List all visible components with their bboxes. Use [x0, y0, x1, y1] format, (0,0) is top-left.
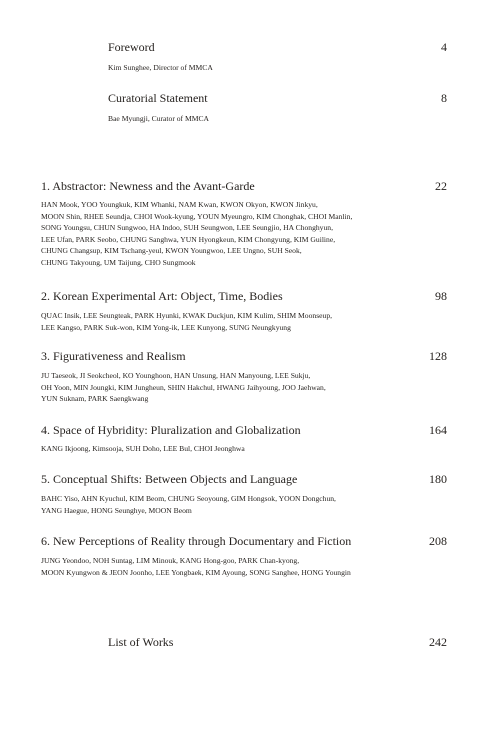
chapter-page-number: 208	[429, 534, 447, 548]
chapter-title: 6. New Perceptions of Reality through Documentary and Fiction	[41, 534, 352, 548]
chapter-page-number: 22	[435, 179, 447, 193]
chapter-title: 5. Conceptual Shifts: Between Objects and Language	[41, 472, 298, 486]
entry-title: Curatorial Statement	[108, 91, 208, 105]
chapter-artists: JU Taeseok, JI Seokcheol, KO Younghoon, HAN Unsung, HAN Manyoung, LEE Sukju, OH Yoon, MIN Joungki, KIM Jungheun, SHIN Hakchul, HWANG Jaihyoung, JOO Jaehwan, YUN Suknam, PARK Saengkwang	[41, 371, 326, 403]
chapter-artists: HAN Mook, YOO Youngkuk, KIM Whanki, NAM Kwan, KWON Okyon, KWON Jinkyu, MOON Shin, RHEE Seundja, CHOI Wook-kyung, YOUN Myeungro, KIM Chonghak, CHOI Manlin, SONG Youngsu, CHUN Sungwoo, HA Indoo, SUH Seungwon, LEE Seungjio, HA Chonghyun, LEE Ufan, PARK Seobo, CHUNG Sanghwa, YUN Hyongkeun, KIM Chongyung, KIM Guiline, CHUNG Changsup, KIM Tschang-yeul, KWON Youngwoo, LEE Ungno, SUH Seok, CHUNG Takyoung, UM Taijung, CHO Sungmook	[41, 200, 353, 267]
entry-author: Bae Myungji, Curator of MMCA	[108, 114, 210, 123]
chapter-artists: BAHC Yiso, AHN Kyuchul, KIM Beom, CHUNG Seoyoung, GIM Hongsok, YOON Dongchun, YANG Haegue, HONG Seunghye, MOON Beom	[41, 494, 336, 515]
chapter-title: 1. Abstractor: Newness and the Avant-Garde	[41, 179, 255, 193]
chapter-page-number: 128	[429, 349, 447, 363]
entry-page-number: 4	[441, 40, 447, 54]
chapter-artists: QUAC Insik, LEE Seungteak, PARK Hyunki, KWAK Duckjun, KIM Kulim, SHIM Moonseup, LEE Kangso, PARK Suk-won, KIM Yong-ik, LEE Kunyong, SUNG Neungkyung	[41, 311, 333, 332]
chapter-title: 4. Space of Hybridity: Pluralization and Globalization	[41, 423, 301, 437]
chapter-artists: KANG Ikjoong, Kimsooja, SUH Doho, LEE Bul, CHOI Jeonghwa	[41, 444, 245, 453]
entry-page-number: 8	[441, 91, 447, 105]
chapter-title: 3. Figurativeness and Realism	[41, 349, 186, 363]
chapter-page-number: 98	[435, 289, 447, 303]
chapter-page-number: 164	[429, 423, 447, 437]
chapter-artists: JUNG Yeondoo, NOH Suntag, LIM Minouk, KANG Hong-goo, PARK Chan-kyong, MOON Kyungwon & JEON Joonho, LEE Yongbaek, KIM Ayoung, SONG Sanghee, HONG Youngin	[41, 556, 351, 577]
chapter-title: 2. Korean Experimental Art: Object, Time, Bodies	[41, 289, 283, 303]
entry-page-number: 242	[429, 635, 447, 649]
entry-title: List of Works	[108, 635, 174, 649]
entry-title: Foreword	[108, 40, 155, 54]
chapter-page-number: 180	[429, 472, 447, 486]
entry-author: Kim Sunghee, Director of MMCA	[108, 63, 213, 72]
